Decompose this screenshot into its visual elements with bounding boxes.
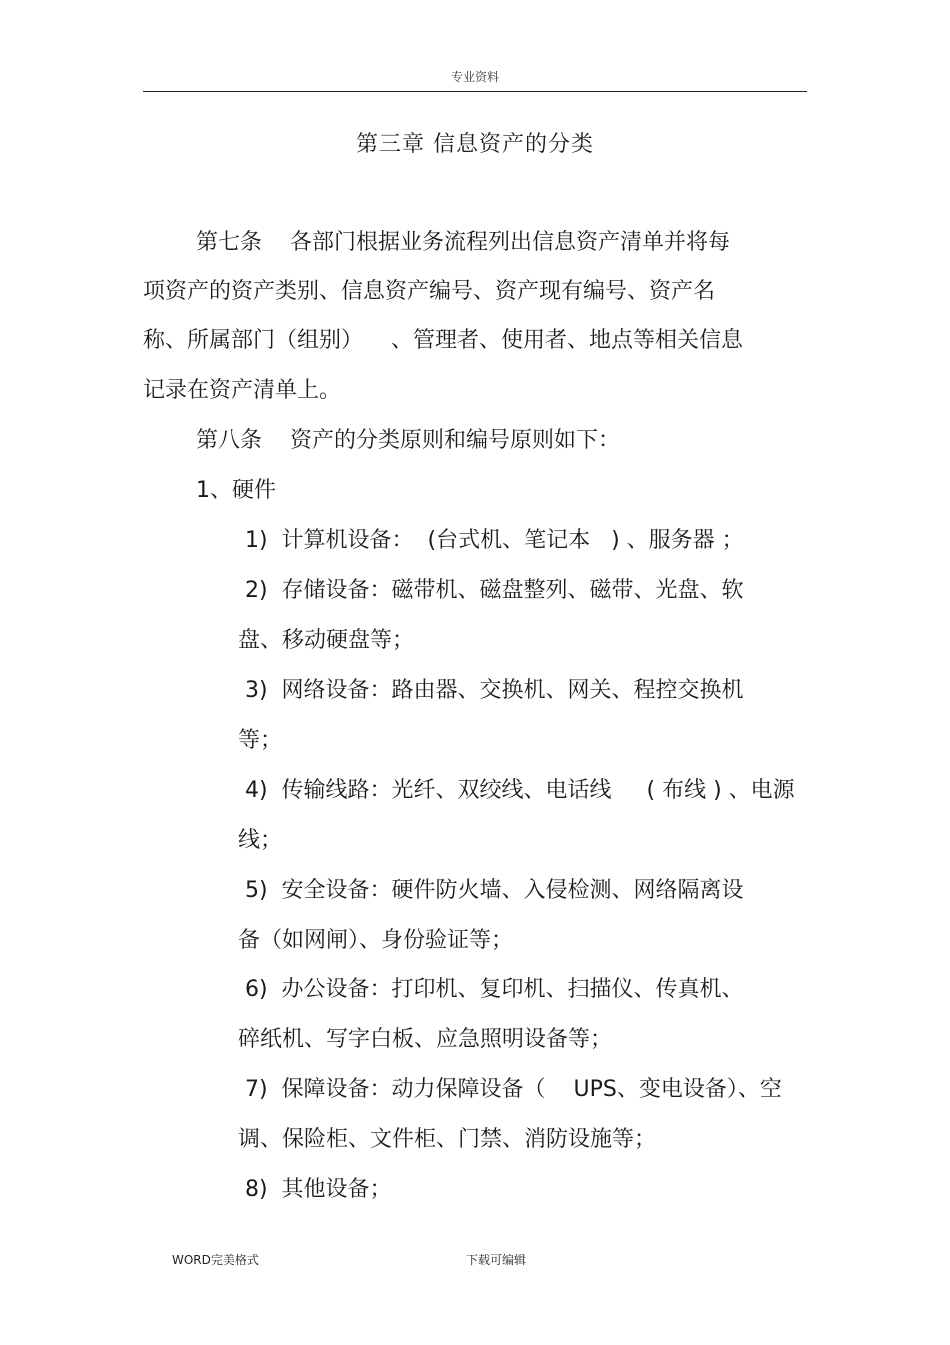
body-line: 调、保险柜、文件柜、门禁、消防设施等；	[238, 1127, 657, 1152]
body-line: 记录在资产清单上。	[143, 378, 342, 403]
body-line: 称、所属部门（组别） 、管理者、使用者、地点等相关信息	[143, 328, 743, 353]
body-line: 5) 安全设备：硬件防火墙、入侵检测、网络隔离设	[238, 878, 744, 903]
body-line: 备（如网闸）、身份验证等；	[238, 928, 514, 953]
body-line: 碎纸机、写字白板、应急照明设备等；	[238, 1027, 613, 1052]
footer-center-text: 下载可编辑	[466, 1253, 527, 1267]
body-line: 第七条 各部门根据业务流程列出信息资产清单并将每	[196, 230, 730, 255]
body-line: 7) 保障设备：动力保障设备（ UPS、变电设备）、空	[238, 1077, 782, 1102]
chapter-title: 第三章 信息资产的分类	[356, 132, 594, 157]
body-line: 1、硬件	[196, 478, 276, 503]
body-line: 4) 传输线路：光纤、双绞线、电话线 ( 布线 ) 、电源	[238, 778, 795, 803]
body-line: 1) 计算机设备： (台式机、笔记本 ) 、服务器 ；	[238, 528, 744, 553]
body-line: 8) 其他设备；	[238, 1177, 392, 1202]
body-line: 第八条 资产的分类原则和编号原则如下：	[196, 428, 620, 453]
footer-left-text: WORD完美格式	[172, 1253, 259, 1267]
body-line: 等；	[238, 728, 283, 753]
header-divider	[143, 91, 807, 92]
body-line: 项资产的资产类别、信息资产编号、资产现有编号、资产名	[143, 279, 716, 304]
page-header: 专业资料	[450, 70, 499, 84]
body-line: 6) 办公设备：打印机、复印机、扫描仪、传真机、	[238, 977, 744, 1002]
body-line: 2) 存储设备：磁带机、磁盘整列、磁带、光盘、软	[238, 578, 744, 603]
body-line: 3) 网络设备：路由器、交换机、网关、程控交换机	[238, 678, 744, 703]
body-line: 盘、移动硬盘等；	[238, 628, 415, 653]
body-line: 线；	[238, 828, 283, 853]
